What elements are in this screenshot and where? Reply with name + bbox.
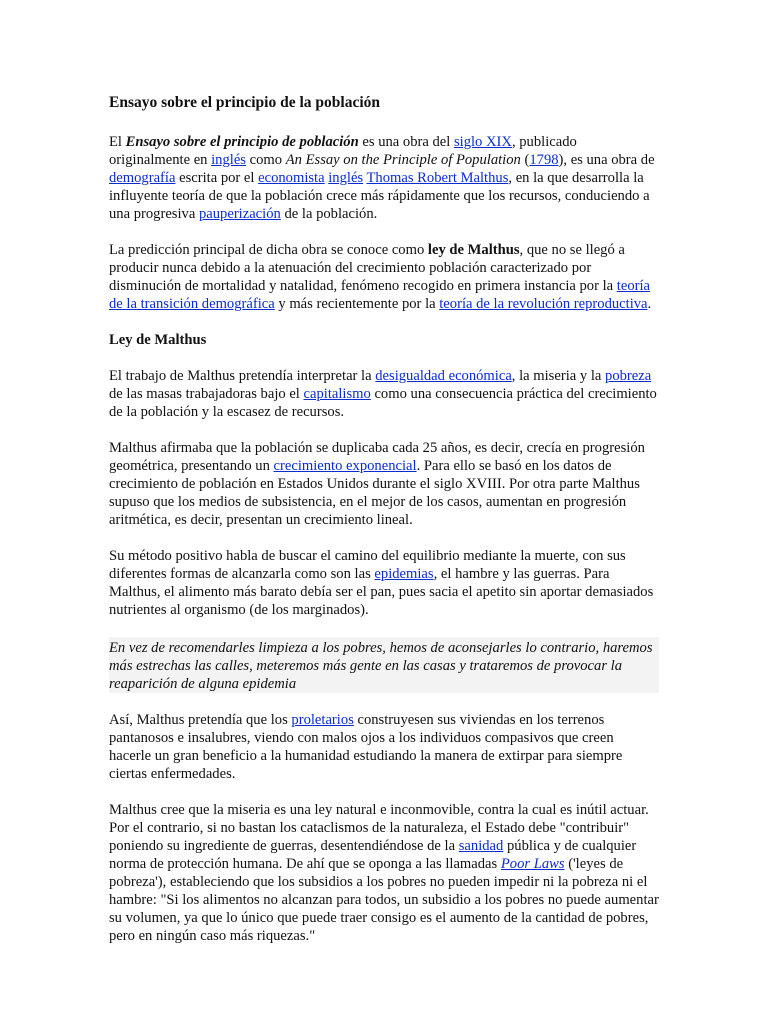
quote-block: En vez de recomendarles limpieza a los pobres, hemos de aconsejarles lo contrario, haremos más estrechas las calles, meteremos más gente en las casas y trataremos de provocar la reaparición de alguna epidemia [109, 637, 659, 693]
article-title: Ensayo sobre el principio de la población [109, 94, 381, 111]
text: como [246, 152, 286, 168]
text: Malthus afirmaba que la población se duplicaba cada 25 años, es decir, crecía en progresión geométrica, presentando un [109, 440, 645, 474]
text: La predicción principal de dicha obra se conoce como [109, 242, 428, 258]
section-heading: Ley de Malthus [109, 332, 207, 348]
link-demografia[interactable]: demografía [109, 170, 176, 186]
text: de la población. [280, 206, 378, 222]
link-siglo-xix[interactable]: siglo XIX [453, 134, 512, 150]
text: de las masas trabajadoras bajo el [109, 386, 304, 402]
link-ingles-2[interactable]: inglés [328, 170, 364, 186]
text: es una obra del [358, 134, 454, 150]
text: , que no se llegó a producir nunca debido a la atenuación del crecimiento población caracterizado por disminución de mortalidad y natalidad, fenómeno recogido en primera instancia por la [109, 242, 625, 294]
link-epidemias[interactable]: epidemias [374, 566, 434, 582]
text: Así, Malthus pretendía que los [109, 712, 292, 728]
text: construyesen sus viviendas en los terrenos pantanosos e insalubres, viendo con malos ojos a los individuos compasivos que creen hacerle un gran beneficio a la humanidad estudiando la manera de extirpar para siempre ciertas enfermedades. [109, 712, 623, 782]
link-economista[interactable]: economista [258, 170, 325, 186]
paragraph-proletarios [109, 711, 659, 783]
link-sanidad[interactable]: sanidad [458, 838, 504, 854]
link-pobreza[interactable]: pobreza [605, 368, 652, 384]
text: El trabajo de Malthus pretendía interpretar la [109, 368, 376, 384]
link-poor-laws[interactable]: Poor Laws [500, 856, 565, 872]
bold-term: ley de Malthus [427, 242, 520, 258]
link-thomas-robert-malthus[interactable]: Thomas Robert Malthus [366, 170, 509, 186]
link-1798[interactable]: 1798 [529, 152, 559, 168]
text: ), es una obra de [558, 152, 655, 168]
text: ( [520, 152, 530, 168]
paragraph-method [109, 547, 659, 619]
text: , el hambre y las guerras. Para Malthus, el alimento más barato debía ser el pan, pues sacia el apetito sin aportar demasiados nutrientes al organismo (de los marginados). [109, 566, 654, 618]
paragraph-prediction [109, 241, 659, 313]
text: escrita por el [175, 170, 259, 186]
paragraph-misery [109, 801, 659, 945]
link-ingles[interactable]: inglés [211, 152, 246, 168]
paragraph-growth [109, 439, 659, 529]
paragraph-intro [109, 133, 659, 223]
text: como una consecuencia práctica del crecimiento de la población y la escasez de recursos. [109, 386, 657, 420]
link-crecimiento-exponencial[interactable]: crecimiento exponencial [273, 458, 417, 474]
link-pauperizacion[interactable]: pauperización [198, 206, 281, 222]
text: y más recientemente por la [274, 296, 440, 312]
text: , en la que desarrolla la influyente teoría de que la población crece más rápidamente que los recursos, conduciendo a una progresiva [109, 170, 650, 222]
link-desigualdad-economica[interactable]: desigualdad económica [375, 368, 512, 384]
link-teoria-revolucion-reproductiva[interactable]: teoría de la revolución reproductiva [439, 296, 648, 312]
article-body [109, 88, 659, 963]
link-teoria-transicion-demografica[interactable]: teoría de la transición demográfica [109, 278, 651, 312]
text: Malthus cree que la miseria es una ley natural e inconmovible, contra la cual es inútil actuar. Por el contrario, si no bastan los cataclismos de la naturaleza, el Estado debe "contribuir" poniendo su ingrediente de guerras, desentendiéndose de la [109, 802, 649, 854]
text: . Para ello se basó en los datos de crecimiento de población en Estados Unidos durante el siglo XVIII. Por otra parte Malthus supuso que los medios de subsistencia, en el mejor de los casos, aumentan en progresión aritmética, es decir, presentan un crecimiento lineal. [109, 458, 640, 528]
link-proletarios[interactable]: proletarios [291, 712, 354, 728]
english-title: An Essay on the Principle of Population [285, 152, 521, 168]
work-title: Ensayo sobre el principio de población [125, 134, 359, 150]
text: Su método positivo habla de buscar el camino del equilibrio mediante la muerte, con sus diferentes formas de alcanzarla como son las [109, 548, 626, 582]
text: El [109, 134, 126, 150]
text: . [647, 296, 652, 312]
link-capitalismo[interactable]: capitalismo [303, 386, 371, 402]
text: , la miseria y la [511, 368, 606, 384]
paragraph-work [109, 367, 659, 421]
text: pública y de cualquier norma de protección humana. De ahí que se oponga a las llamadas [109, 838, 637, 872]
text: , publicado originalmente en [109, 134, 577, 168]
text: ('leyes de pobreza'), estableciendo que los subsidios a los pobres no pueden impedir ni la pobreza ni el hambre: "Si los alimentos no alcanzan para todos, un subsidio a los pobres no puede aumentar su volumen, ya que lo único que puede traer consigo es el aumento de la cantidad de pobres, pero en ningún caso más riquezas." [109, 856, 659, 944]
